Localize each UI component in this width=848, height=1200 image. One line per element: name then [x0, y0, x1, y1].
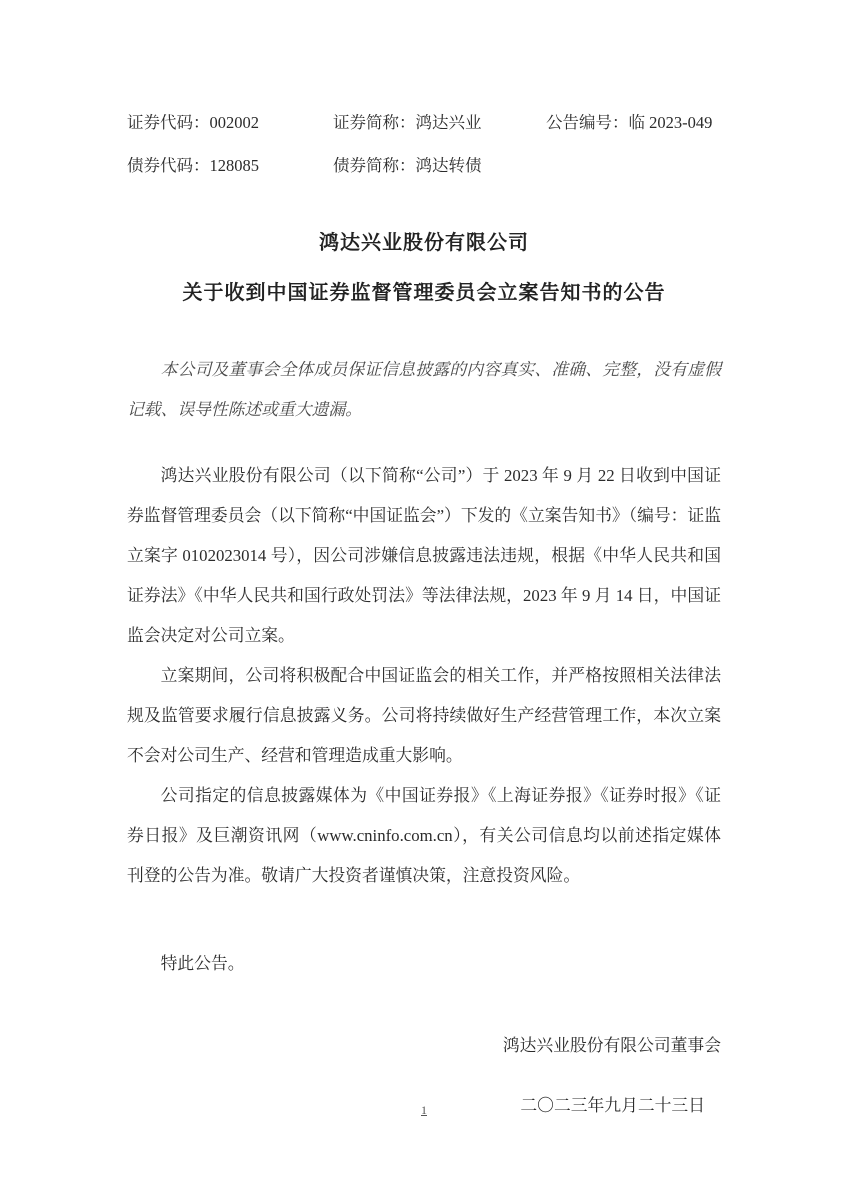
bond-name: 债券简称：鸿达转债 — [333, 156, 482, 175]
paragraph-disclosure-media: 公司指定的信息披露媒体为《中国证券报》《上海证券报》《证券时报》《证券日报》及巨潮资讯网（www.cninfo.com.cn），有关公司信息均以前述指定媒体刊登的公告为准。敬请广大投资者谨慎决策，注意投资风险。 — [127, 786, 721, 885]
header-meta-row-2 — [127, 155, 721, 177]
closing-statement: 特此公告。 — [160, 954, 245, 973]
announcement-number: 公告编号：临 2023-049 — [546, 113, 713, 132]
company-title: 鸿达兴业股份有限公司 — [319, 232, 529, 254]
signature-date: 二〇二三年九月二十三日 — [520, 1096, 705, 1115]
paragraph-cooperation: 立案期间，公司将积极配合中国证监会的相关工作，并严格按照相关法律法规及监管要求履行信息披露义务。公司将持续做好生产经营管理工作，本次立案不会对公司生产、经营和管理造成重大影响。 — [127, 666, 721, 765]
signature-board: 鸿达兴业股份有限公司董事会 — [502, 1036, 721, 1055]
document-body — [127, 350, 721, 984]
disclaimer-paragraph: 本公司及董事会全体成员保证信息披露的内容真实、准确、完整，没有虚假记载、误导性陈述或重大遗漏。 — [127, 360, 721, 419]
stock-code: 证券代码：002002 — [127, 113, 259, 132]
announcement-title: 关于收到中国证券监督管理委员会立案告知书的公告 — [182, 282, 666, 304]
page-number: 1 — [421, 1103, 427, 1117]
stock-name: 证券简称：鸿达兴业 — [333, 113, 482, 132]
paragraph-case-filing: 鸿达兴业股份有限公司（以下简称“公司”）于 2023 年 9 月 22 日收到中国证券监督管理委员会（以下简称“中国证监会”）下发的《立案告知书》（编号：证监立案字 0102023014 号），因公司涉嫌信息披露违法违规，根据《中华人民共和国证券法》《中华人民共和国行政处罚法》等法律法规，2023 年 9 月 14 日，中国证监会决定对公司立案。 — [127, 466, 721, 645]
header-meta-row-1 — [127, 112, 721, 134]
title-block — [127, 230, 721, 306]
bond-code: 债券代码：128085 — [127, 156, 259, 175]
